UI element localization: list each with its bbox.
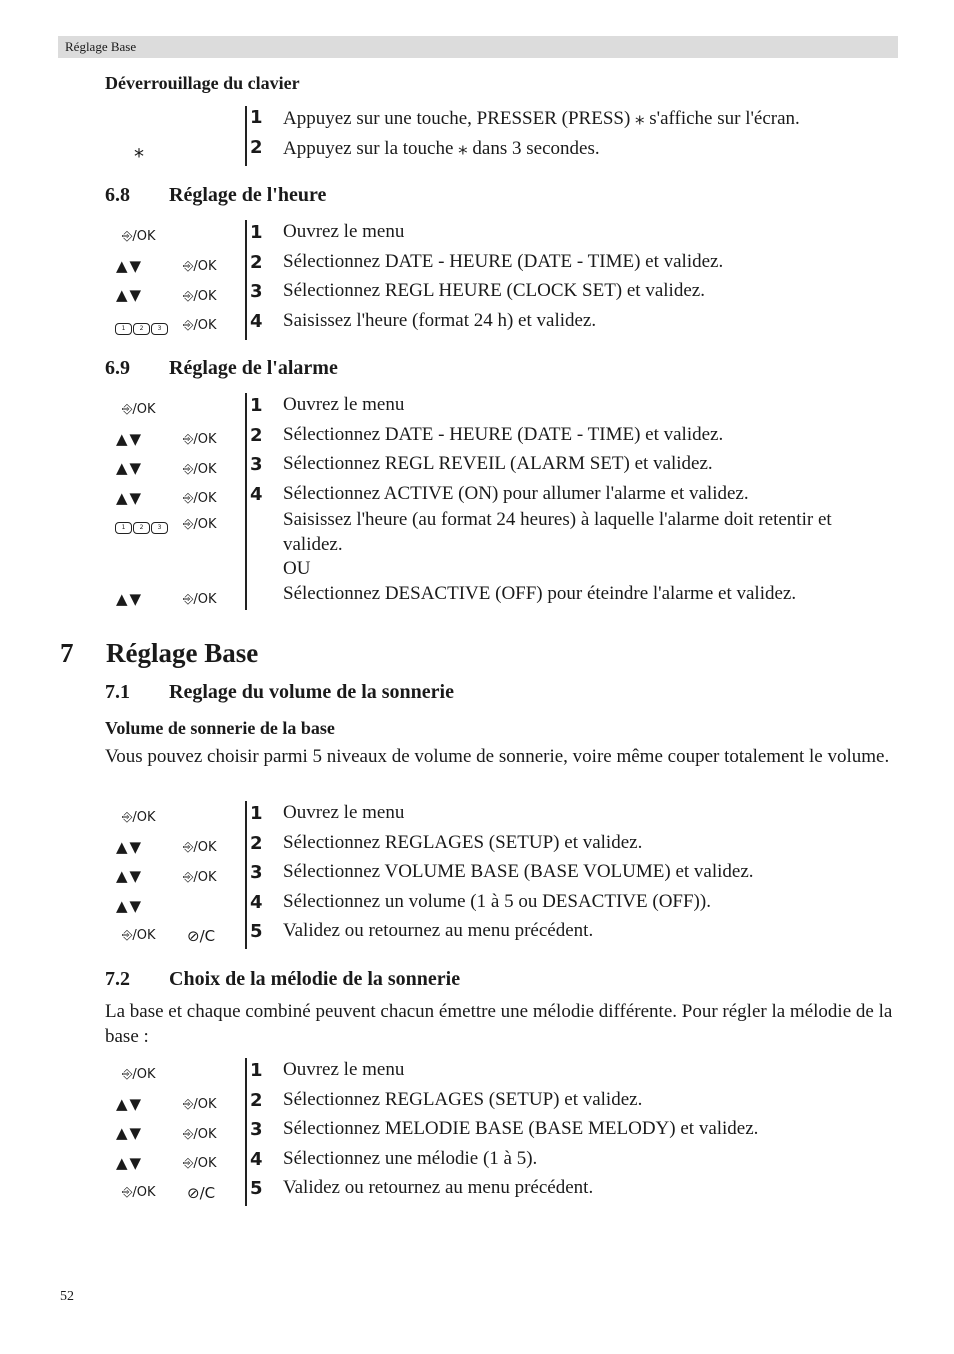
step-number: 3 (250, 454, 263, 475)
step-text: Sélectionnez MELODIE BASE (BASE MELODY) et validez. (283, 1118, 759, 1139)
up-down-arrows-icon: ▲▼ (116, 1154, 144, 1172)
step-text: Validez ou retournez au menu précédent. (283, 920, 594, 941)
ok-icon: ⎆/OK (183, 592, 217, 607)
step-number: 3 (250, 1119, 263, 1140)
step-text: Sélectionnez REGL HEURE (CLOCK SET) et validez. (283, 280, 705, 301)
section-heading-7-2: 7.2 Choix de la mélodie de la sonnerie (105, 968, 461, 990)
ok-icon: ⎆/OK (183, 870, 217, 885)
section-heading-6-9: 6.9 Réglage de l'alarme (105, 357, 338, 379)
step-number: 4 (250, 1149, 263, 1170)
step-number: 5 (250, 921, 263, 942)
ok-icon: ⎆/OK (122, 229, 156, 244)
step-text: Validez ou retournez au menu précédent. (283, 1177, 594, 1198)
chapter-heading: 7 Réglage Base (60, 638, 259, 668)
ok-icon: ⎆/OK (183, 1097, 217, 1112)
ok-icon: ⎆/OK (122, 1185, 156, 1200)
running-title: Réglage Base (65, 39, 137, 54)
ok-icon: ⎆/OK (183, 1127, 217, 1142)
ok-icon: ⎆/OK (183, 517, 217, 532)
section-heading-7-1: 7.1 Reglage du volume de la sonnerie (105, 681, 454, 703)
ok-icon: ⎆/OK (183, 432, 217, 447)
star-key-icon: ⁎ (134, 138, 144, 162)
star-key-icon: ⁎ (458, 138, 468, 159)
step-number: 1 (250, 803, 263, 824)
ok-icon: ⎆/OK (183, 462, 217, 477)
ok-icon: ⎆/OK (122, 402, 156, 417)
ok-icon: ⎆/OK (122, 928, 156, 943)
step-continuation: Saisissez l'heure (au format 24 heures) à laquelle l'alarme doit retentir et validez. (283, 509, 832, 555)
step-number: 1 (250, 222, 263, 243)
back-c-icon: ⊘/C (187, 1184, 216, 1202)
step-number: 3 (250, 862, 263, 883)
up-down-arrows-icon: ▲▼ (116, 459, 144, 477)
up-down-arrows-icon: ▲▼ (116, 1124, 144, 1142)
up-down-arrows-icon: ▲▼ (116, 590, 144, 608)
ok-icon: ⎆/OK (183, 840, 217, 855)
ok-icon: ⎆/OK (183, 491, 217, 506)
step-divider (245, 801, 247, 949)
step-text: Sélectionnez REGL REVEIL (ALARM SET) et validez. (283, 453, 713, 474)
up-down-arrows-icon: ▲▼ (116, 286, 144, 304)
up-down-arrows-icon: ▲▼ (116, 257, 144, 275)
step-text: Ouvrez le menu (283, 221, 405, 242)
step-text: Appuyez sur la touche ⁎ dans 3 secondes. (283, 138, 600, 159)
step-text: Ouvrez le menu (283, 394, 405, 415)
step-number: 4 (250, 484, 263, 505)
page-number: 52 (60, 1289, 74, 1304)
ok-icon: ⎆/OK (183, 259, 217, 274)
unlock-heading: Déverrouillage du clavier (105, 73, 300, 93)
step-divider (245, 393, 247, 610)
step-number: 4 (250, 311, 263, 332)
up-down-arrows-icon: ▲▼ (116, 867, 144, 885)
intro-paragraph: Vous pouvez choisir parmi 5 niveaux de volume de sonnerie, voire même couper totalement le volume. (105, 746, 890, 767)
running-header (58, 36, 898, 58)
ok-icon: ⎆/OK (183, 289, 217, 304)
up-down-arrows-icon: ▲▼ (116, 430, 144, 448)
step-number: 5 (250, 1178, 263, 1199)
ok-icon: ⎆/OK (122, 810, 156, 825)
step-number: 1 (250, 107, 263, 128)
step-number: 4 (250, 892, 263, 913)
step-number: 2 (250, 137, 263, 158)
up-down-arrows-icon: ▲▼ (116, 897, 144, 915)
step-text: Sélectionnez VOLUME BASE (BASE VOLUME) et validez. (283, 861, 754, 882)
ok-icon: ⎆/OK (122, 1067, 156, 1082)
step-text: Sélectionnez une mélodie (1 à 5). (283, 1148, 538, 1169)
step-number: 2 (250, 1090, 263, 1111)
up-down-arrows-icon: ▲▼ (116, 838, 144, 856)
step-text: Sélectionnez DATE - HEURE (DATE - TIME) et validez. (283, 424, 724, 445)
keypad-icon: 1 2 3 (115, 318, 168, 335)
step-number: 2 (250, 833, 263, 854)
step-text: Ouvrez le menu (283, 802, 405, 823)
step-text: Sélectionnez REGLAGES (SETUP) et validez. (283, 1089, 643, 1110)
step-divider (245, 1058, 247, 1206)
section-heading-6-8: 6.8 Réglage de l'heure (105, 184, 327, 206)
step-number: 3 (250, 281, 263, 302)
step-number: 2 (250, 252, 263, 273)
back-c-icon: ⊘/C (187, 927, 216, 945)
step-divider (245, 106, 247, 166)
star-key-icon: ⁎ (635, 108, 645, 129)
step-text: Sélectionnez un volume (1 à 5 ou DESACTIVE (OFF)). (283, 891, 711, 912)
up-down-arrows-icon: ▲▼ (116, 1095, 144, 1113)
intro-paragraph: La base et chaque combiné peuvent chacun émettre une mélodie différente. Pour régler la mélodie de la base : (105, 1001, 893, 1047)
subheading: Volume de sonnerie de la base (105, 718, 335, 738)
step-text: Sélectionnez ACTIVE (ON) pour allumer l'alarme et validez. (283, 483, 749, 504)
or-text: OU (283, 558, 311, 579)
step-text: Ouvrez le menu (283, 1059, 405, 1080)
step-divider (245, 220, 247, 340)
ok-icon: ⎆/OK (183, 318, 217, 333)
step-continuation: Sélectionnez DESACTIVE (OFF) pour éteindre l'alarme et validez. (283, 583, 797, 604)
keypad-icon: 1 2 3 (115, 517, 168, 534)
step-number: 1 (250, 395, 263, 416)
step-text: Appuyez sur une touche, PRESSER (PRESS) ⁎ s'affiche sur l'écran. (283, 108, 800, 129)
step-number: 2 (250, 425, 263, 446)
step-number: 1 (250, 1060, 263, 1081)
step-text: Saisissez l'heure (format 24 h) et validez. (283, 310, 597, 331)
up-down-arrows-icon: ▲▼ (116, 489, 144, 507)
step-text: Sélectionnez DATE - HEURE (DATE - TIME) et validez. (283, 251, 724, 272)
ok-icon: ⎆/OK (183, 1156, 217, 1171)
step-text: Sélectionnez REGLAGES (SETUP) et validez. (283, 832, 643, 853)
